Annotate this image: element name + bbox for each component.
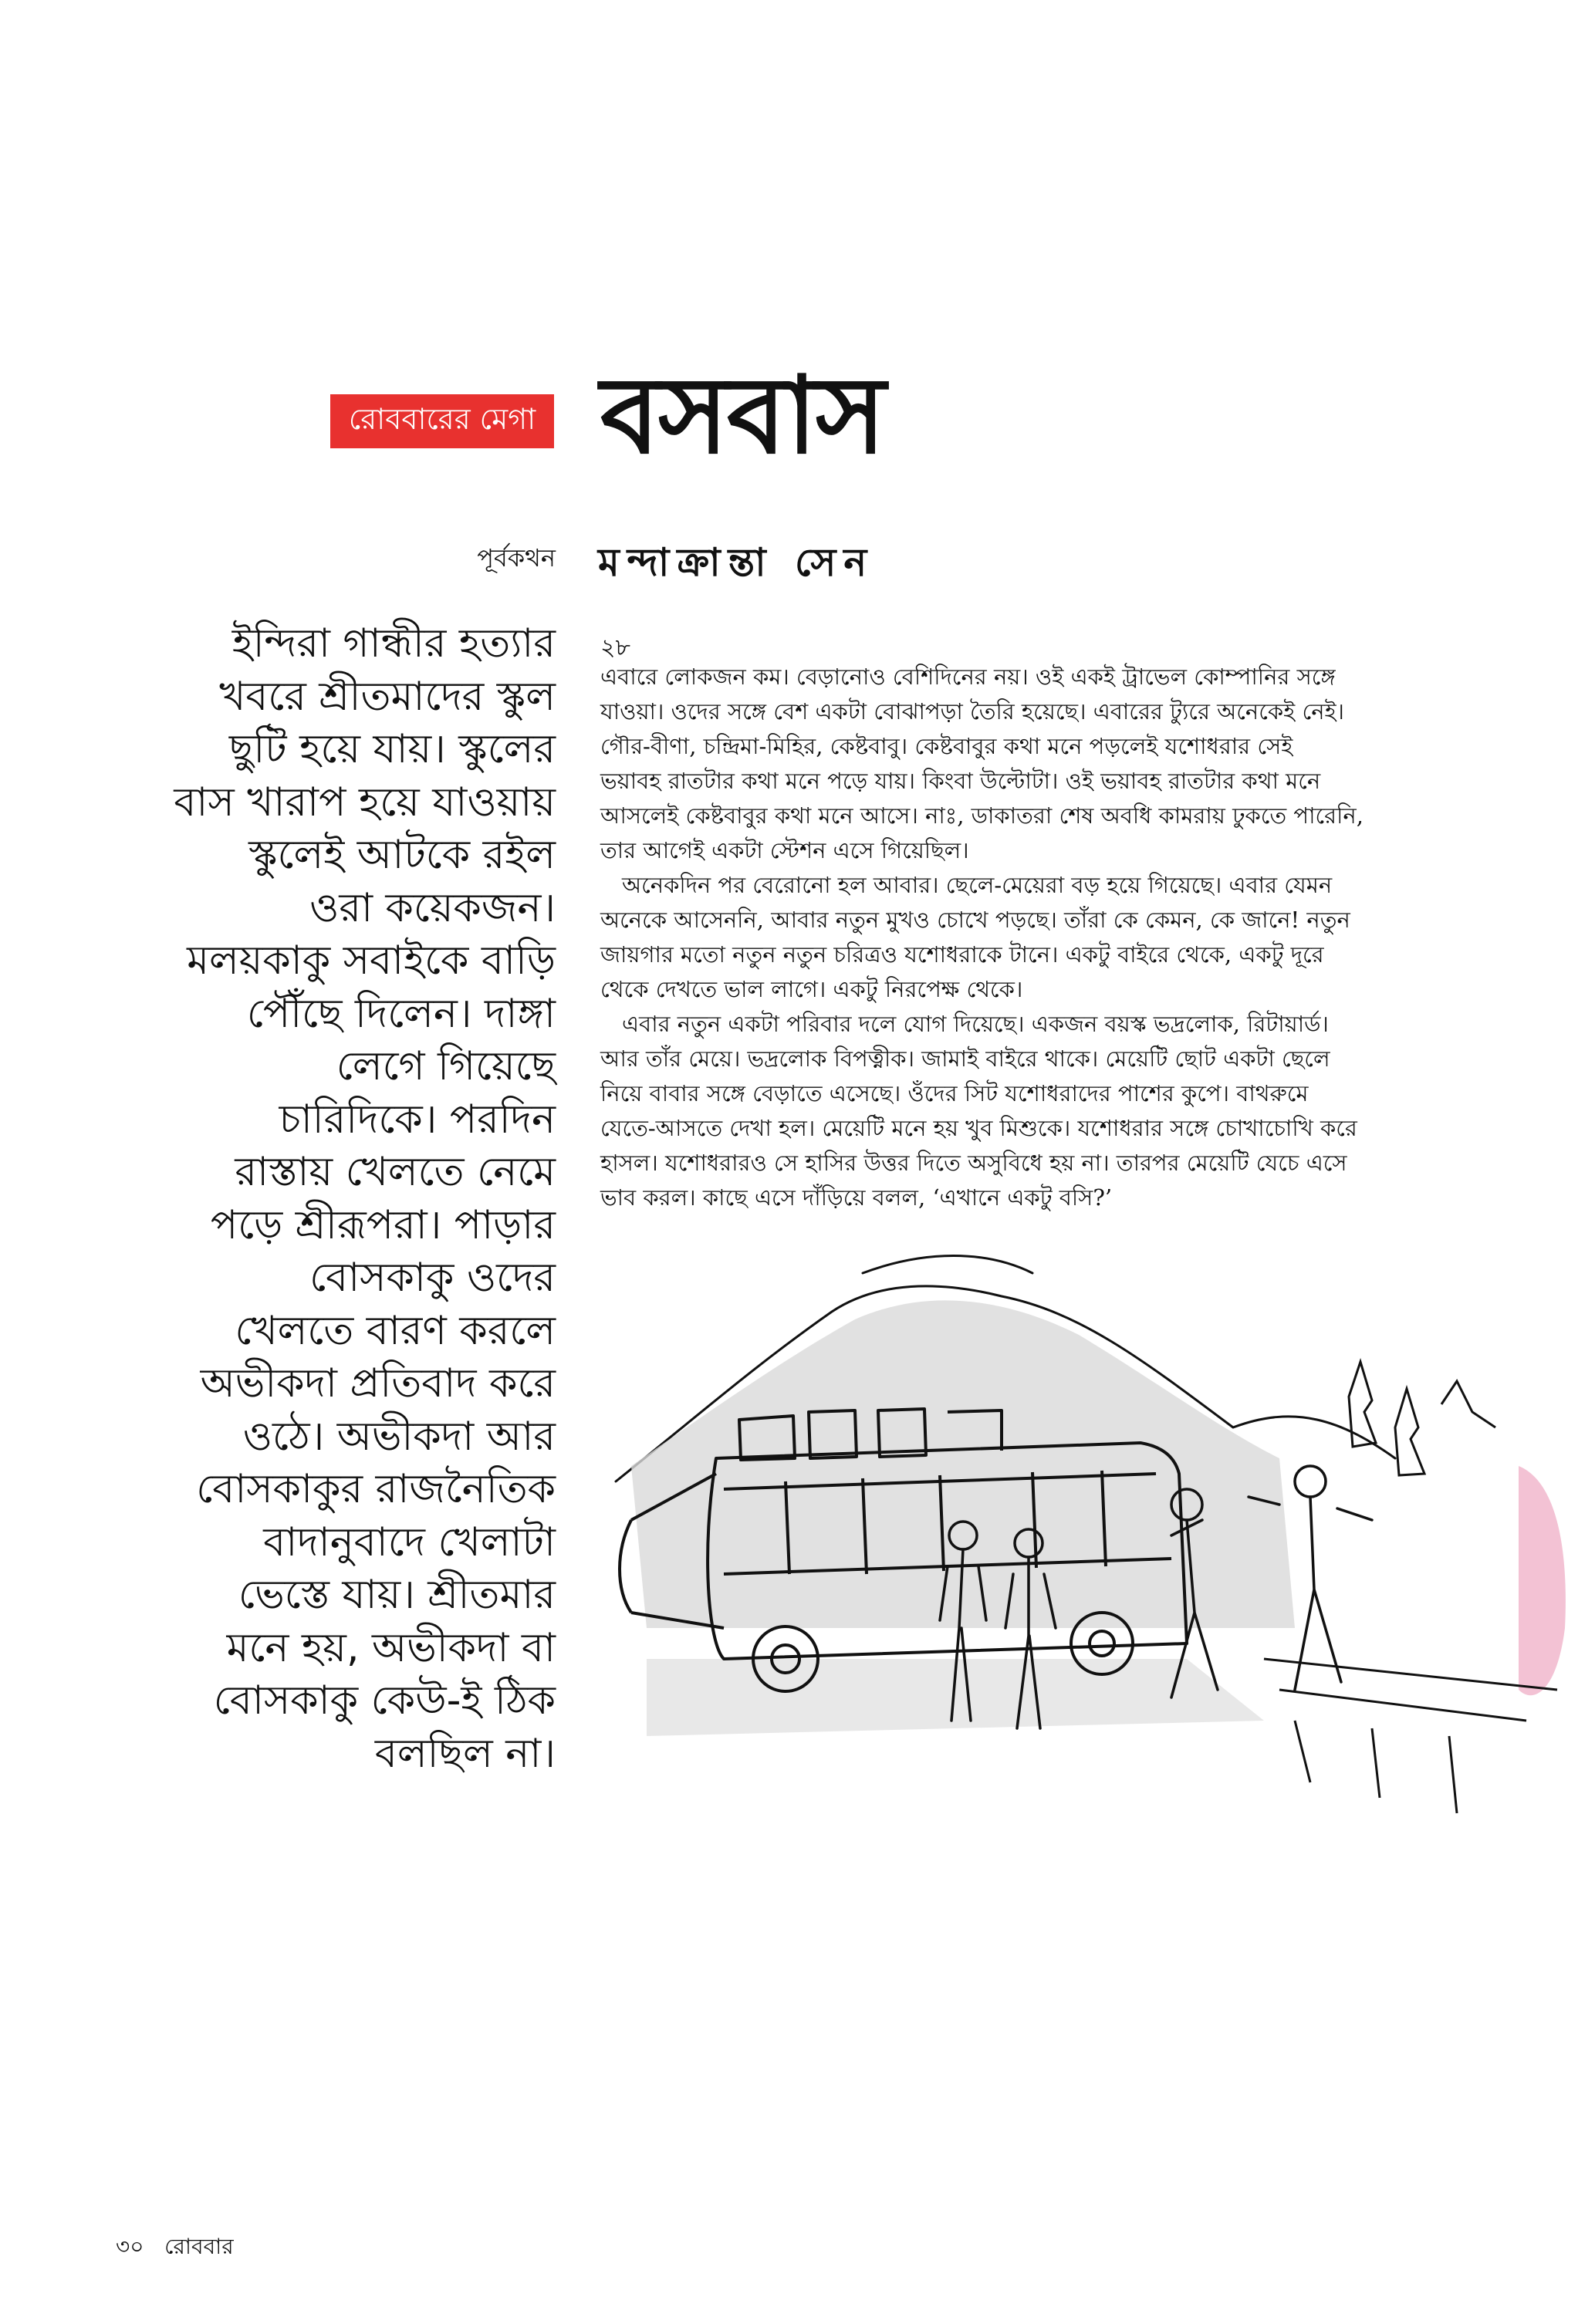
prelude-label: পূর্বকথন: [477, 543, 556, 573]
story-line: যেতে-আসতে দেখা হল। মেয়েটি মনে হয় খুব মিশুকে। যশোধরার সঙ্গে চোখাচোখি করে: [600, 1115, 1357, 1141]
summary-line: বোসকাকুর রাজনৈতিক: [196, 1466, 556, 1512]
page-footer: [116, 2230, 234, 2266]
summary-line: স্কুলেই আটকে রইল: [248, 832, 556, 878]
summary-line: পৌঁছে দিলেন। দাঙ্গা: [246, 990, 556, 1037]
trees: [1349, 1362, 1495, 1475]
story-line: অনেকে আসেননি, আবার নতুন মুখও চোখে পড়ছে। তাঁরা কে কেমন, কে জানে! নতুন: [600, 907, 1350, 933]
page-number: ৩০: [116, 2234, 144, 2259]
story-line: যাওয়া। ওদের সঙ্গে বেশ একটা বোঝাপড়া তৈরি হয়েছে। এবারের ট্যুরে অনেকেই নেই।: [600, 698, 1344, 725]
summary-line: চারিদিকে। পরদিন: [279, 1096, 556, 1143]
summary-line: মনে হয়, অভীকদা বা: [226, 1624, 556, 1671]
story-line: থেকে দেখতে ভাল লাগে। একটু নিরপেক্ষ থেকে।: [600, 976, 1023, 1002]
story-line: আর তাঁর মেয়ে। ভদ্রলোক বিপত্নীক। জামাই বাইরে থাকে। মেয়েটি ছোট একটা ছেলে: [600, 1045, 1330, 1072]
magazine-name: রোববার: [164, 2234, 234, 2259]
story-line: তার আগেই একটা স্টেশন এসে গিয়েছিল।: [600, 837, 969, 863]
pink-wash: [1519, 1466, 1566, 1695]
summary-line: বাদানুবাদে খেলাটা: [263, 1518, 556, 1566]
summary-line: পড়ে শ্রীরূপরা। পাড়ার: [210, 1201, 556, 1248]
story-line: গৌর-বীণা, চন্দ্রিমা-মিহির, কেষ্টবাবু। কেষ্টবাবুর কথা মনে পড়লেই যশোধরার সেই: [600, 733, 1293, 759]
railing: [1264, 1659, 1557, 1813]
prelude-summary: [116, 617, 556, 1780]
chapter-number: ২৮: [600, 634, 630, 661]
section-label: রোববারের মেগা: [330, 394, 554, 448]
summary-line: ওরা কয়েকজন।: [309, 884, 556, 931]
summary-line: ছুটি হয়ে যায়। স্কুলের: [228, 726, 556, 772]
story-line: জায়গার মতো নতুন নতুন চরিত্রও যশোধরাকে টানে। একটু বাইরে থেকে, একটু দূরে: [600, 941, 1324, 968]
story-title: বসবাস: [600, 353, 884, 478]
author-name: মন্দাক্রান্তা সেন: [598, 540, 875, 585]
story-line: আসলেই কেষ্টবাবুর কথা মনে আসে। নাঃ, ডাকাতরা শেষ অবধি কামরায় ঢুকতে পারেনি,: [600, 802, 1364, 829]
summary-line: ওঠে। অভীকদা আর: [242, 1413, 556, 1460]
story-line: অনেকদিন পর বেরোনো হল আবার। ছেলে-মেয়েরা বড় হয়ে গিয়েছে। এবার যেমন: [622, 872, 1333, 898]
summary-line: রাস্তায় খেলতে নেমে: [235, 1149, 556, 1195]
summary-line: বোসকাকু ওদের: [309, 1255, 556, 1301]
summary-line: বলছিল না।: [374, 1730, 556, 1777]
bus-tour-illustration: [600, 1227, 1573, 1875]
summary-line: বাস খারাপ হয়ে যাওয়ায়: [174, 779, 556, 826]
summary-line: বোসকাকু কেউ-ই ঠিক: [213, 1677, 556, 1724]
story-line: ভাব করল। কাছে এসে দাঁড়িয়ে বলল, ‘এখানে একটু বসি?’: [600, 1184, 1113, 1211]
summary-line: লেগে গিয়েছে: [336, 1043, 556, 1089]
story-line: এবার নতুন একটা পরিবার দলে যোগ দিয়েছে। একজন বয়স্ক ভদ্রলোক, রিটায়ার্ড।: [622, 1011, 1329, 1037]
story-line: এবারে লোকজন কম। বেড়ানোও বেশিদিনের নয়। ওই একই ট্রাভেল কোম্পানির সঙ্গে: [600, 664, 1336, 690]
summary-line: খেলতে বারণ করলে: [235, 1307, 556, 1354]
story-line: নিয়ে বাবার সঙ্গে বেড়াতে এসেছে। ওঁদের সিট যশোধরাদের পাশের কুপে। বাথরুমে: [600, 1080, 1309, 1106]
summary-line: ভেস্তে যায়। শ্রীতমার: [238, 1572, 556, 1618]
mountain-wash: [631, 1300, 1295, 1628]
summary-line: মলয়কাকু সবাইকে বাড়ি: [187, 937, 556, 984]
summary-line: ইন্দিরা গান্ধীর হত্যার: [231, 620, 556, 667]
story-line: হাসল। যশোধরারও সে হাসির উত্তর দিতে অসুবিধে হয় না। তারপর মেয়েটি যেচে এসে: [600, 1150, 1347, 1176]
summary-line: খবরে শ্রীতমাদের স্কুল: [219, 673, 556, 720]
story-line: ভয়াবহ রাতটার কথা মনে পড়ে যায়। কিংবা উল্টোটা। ওই ভয়াবহ রাতটার কথা মনে: [600, 768, 1321, 794]
story-body: [600, 660, 1434, 1215]
summary-line: অভীকদা প্রতিবাদ করে: [200, 1360, 556, 1407]
